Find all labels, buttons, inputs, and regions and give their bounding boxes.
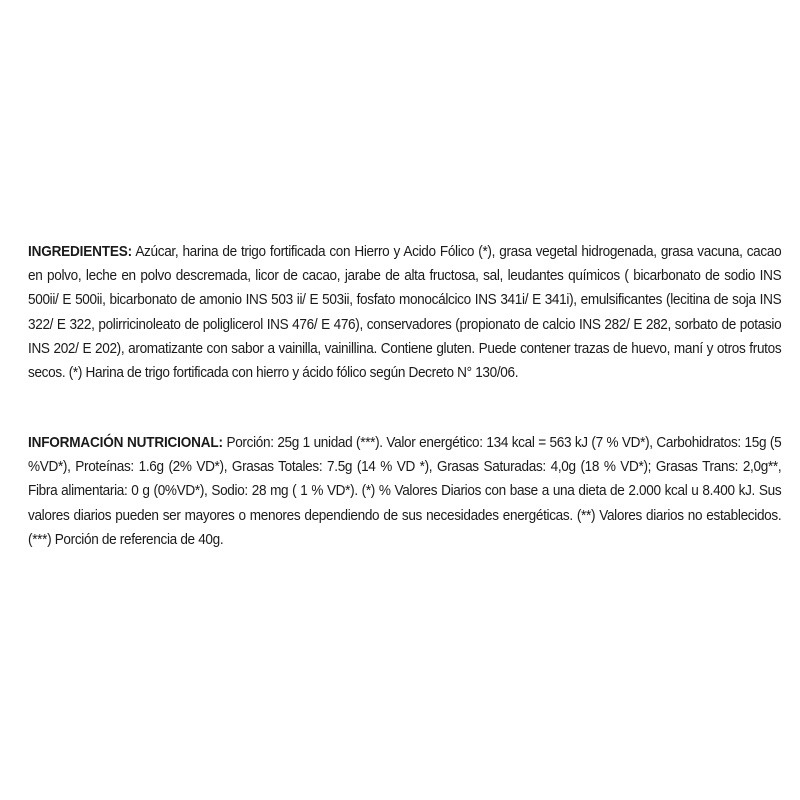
ingredients-text: Azúcar, harina de trigo fortificada con Hierro y Acido Fólico (*), grasa vegetal hidrogenada, grasa vacuna, cacao en polvo, leche en polvo descremada, licor de cacao, jarabe de alta fructosa, sal, leudantes químicos ( bicarbonato de sodio INS 500ii/ E 500ii, bicarbonato de amonio INS 503 ii/ E 503ii, fosfato monocálcico INS 341i/ E 341i), emulsificantes (lecitina de soja INS 322/ E 322, polirricinoleato de poliglicerol INS 476/ E 476), conservadores (propionato de calcio INS 282/ E 282, sorbato de potasio INS 202/ E 202), aromatizante con sabor a vainilla, vainillina. Contiene gluten. Puede contener trazas de huevo, maní y otros frutos secos. (*) Harina de trigo fortificada con hierro y ácido fólico según Decreto N° 130/06.: [28, 244, 782, 382]
nutrition-paragraph: [28, 431, 781, 552]
ingredients-paragraph: [28, 240, 781, 385]
ingredients-heading: INGREDIENTES:: [28, 244, 132, 260]
nutrition-text: Porción: 25g 1 unidad (***). Valor energético: 134 kcal = 563 kJ (7 % VD*), Carbohidratos: 15g (5 %VD*), Proteínas: 1.6g (2% VD*), Grasas Totales: 7.5g (14 % VD *), Grasas Saturadas: 4,0g (18 % VD*); Grasas Trans: 2,0g**, Fibra alimentaria: 0 g (0%VD*), Sodio: 28 mg ( 1 % VD*). (*) % Valores Diarios con base a una dieta de 2.000 kcal u 8.400 kJ. Sus valores diarios pueden ser mayores o menores dependiendo de sus necesidades energéticas. (**) Valores diarios no establecidos. (***) Porción de referencia de 40g.: [28, 435, 782, 548]
nutrition-heading: INFORMACIÓN NUTRICIONAL:: [28, 435, 223, 451]
